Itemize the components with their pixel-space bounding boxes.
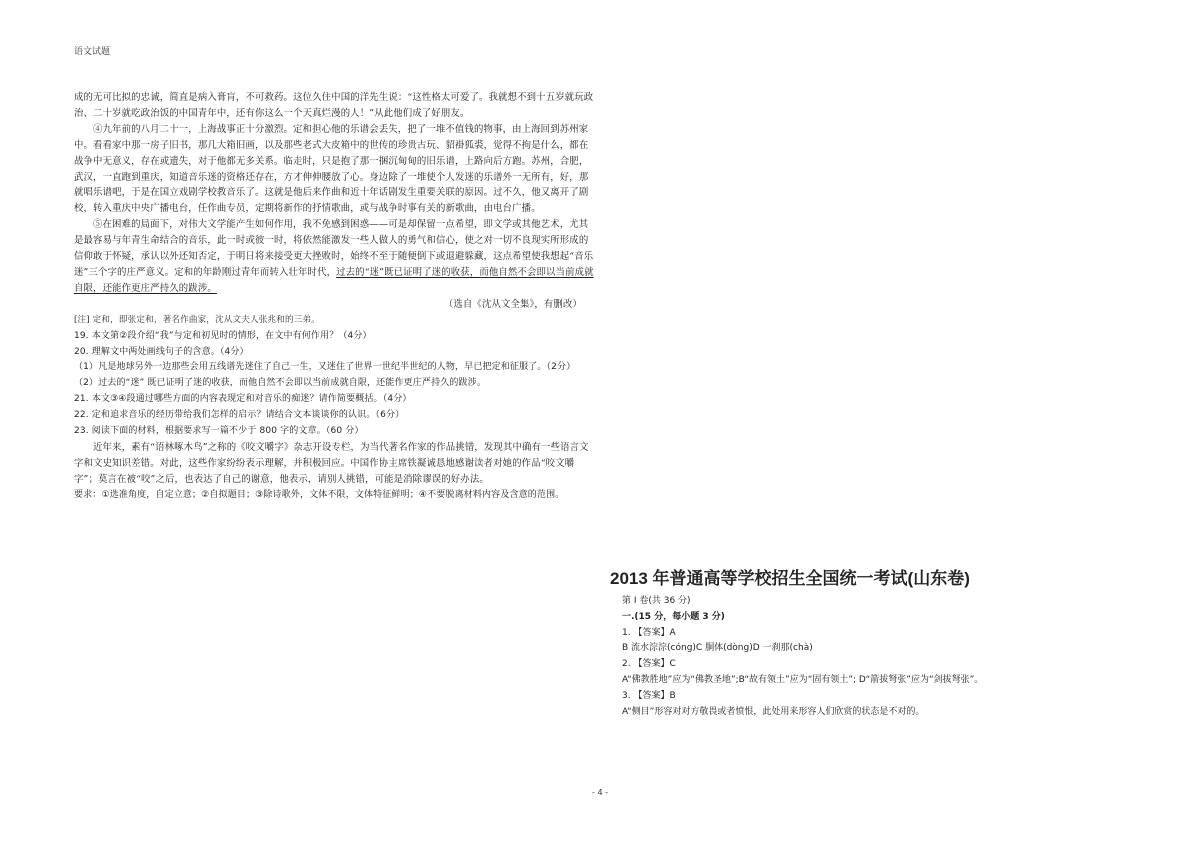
page-number: - 4 - <box>592 788 608 797</box>
passage-source: （选自《沈从文全集》，有删改） <box>443 298 582 310</box>
passage-paragraph-continued: 成的无可比拟的忠诚，简直是病入膏肓，不可救药。这位久住中国的洋先生说：“这性格太可爱了。我就想不到十五岁就玩政治、二十岁就吃政治饭的中国青年中，还有你这么一个天真烂漫的人！”从此他们成了好朋友。 <box>74 92 594 119</box>
question-23: 23. 阅读下面的材料，根据要求写一篇不少于 800 字的文章。（60 分） <box>74 426 364 437</box>
answer-3-detail: A“侧目”形容对对方敬畏或者愤恨，此处用来形容人们欣赏的状态是不对的。 <box>622 706 925 717</box>
underlined-sentence: 过去的“迷”既已证明了迷的收获，而他自然不会即以当前成就自限，还能作更庄严持久的跋涉。 <box>74 266 594 294</box>
part-heading: 一.(15 分，每小题 3 分) <box>622 611 725 622</box>
answer-1: 1. 【答案】A <box>622 627 676 638</box>
question-20: 20. 理解文中两处画线句子的含意。（4分） <box>74 346 249 357</box>
paragraph-5-text: ⑤在困难的局面下，对伟大文学能产生如何作用，我不免感到困惑——可是却保留一点希望，即文学或其他艺术，尤其是最容易与年青生命结合的音乐，此一时或彼一时，将依然能激发一些人做人的勇气和信心，使之对一切不良现实所形成的信仰敢于怀疑，承认以外还知否定，于明日将来接受更大挫败时，始终不至于随便倒下或退避躲藏，这点希望使我想起“音乐迷”三个字的庄严意义。定和的年龄刚过青年而转入壮年时代， <box>74 219 594 278</box>
question-22: 22. 定和追求音乐的经历带给我们怎样的启示？请结合文本谈谈你的认识。（6分） <box>74 410 405 421</box>
answer-3: 3. 【答案】B <box>622 690 676 701</box>
question-19: 19. 本文第②段介绍“我”与定和初见时的情形，在文中有何作用？（4分） <box>74 330 372 341</box>
question-20-part-2: （2）过去的“迷” 既已证明了迷的收获，而他自然不会即以当前成就自限，还能作更庄严持久的跋涉。 <box>74 378 486 389</box>
answer-2-detail: A“佛教胜地”应为“佛教圣地”;B“故有领土”应为“固有领土”; D“箭拔弩张”应为“剑拔弩张”。 <box>622 674 984 685</box>
answer-1-detail: B 流水淙淙(cóng)C 胴体(dòng)D 一刹那(chà) <box>622 643 813 654</box>
right-column <box>610 568 1130 720</box>
left-column <box>74 90 594 504</box>
essay-requirement: 要求：①选准角度，自定立意；②自拟题目；③除诗歌外，文体不限，文体特征鲜明；④不要脱离材料内容及含意的范围。 <box>74 489 565 500</box>
passage-paragraph-5 <box>74 217 594 297</box>
passage-note: [注] 定和，即张定和，著名作曲家，沈从文夫人张兆和的三弟。 <box>74 314 320 325</box>
question-20-part-1: （1）凡是地球另外一边那些会用五线谱先迷住了自己一生，又迷住了世界一世纪半世纪的人物，早已把定和征服了。（2分） <box>74 362 576 373</box>
essay-material: 近年来，素有“语林啄木鸟”之称的《咬文嚼字》杂志开设专栏，为当代著名作家的作品挑错，发现其中确有一些语言文字和文史知识差错。对此，这些作家纷纷表示理解，并积极回应。中国作协主席铁凝诚恳地感谢读者对她的作品“咬文嚼字”；莫言在被“咬”之后，也表达了自己的谢意，他表示，请别人挑错，可能是消除谬误的好办法。 <box>74 441 589 485</box>
answer-2: 2. 【答案】C <box>622 659 676 670</box>
exam-title: 2013 年普通高等学校招生全国统一考试(山东卷) <box>610 569 970 588</box>
question-21: 21. 本文③④段通过哪些方面的内容表现定和对音乐的痴迷？请作简要概括。（4分） <box>74 394 412 405</box>
passage-paragraph-4: ④九年前的八月二十一，上海战事正十分激烈。定和担心他的乐谱会丢失，把了一堆不值钱的物事，由上海回到苏州家中。看看家中那一房子旧书，那几大箱旧画，以及那些老式大皮箱中的世传的珍贵古玩、貂褂狐裘，觉得不拘是什么，都在战争中无意义，存在或遗失，对于他都无多关系。临走时，只是抱了那一捆沉甸甸的旧乐谱，上路向后方跑。苏州，合肥，武汉，一直跑到重庆，知道音乐迷的资格还存在，方才伸伸腰放了心。身边除了一堆使个人发迷的乐谱外一无所有，好，那就唱乐谱吧，于是在国立戏剧学校教音乐了。这就是他后来作曲和近十年话剧发生重要关联的原因。过不久，他又离开了剧校，转入重庆中央广播电台，任作曲专员，定期将新作的抒情歌曲，或与战争时事有关的新歌曲，由电台广播。 <box>74 123 589 215</box>
section-heading: 第 I 卷(共 36 分) <box>622 596 691 606</box>
page-header: 语文试题 <box>74 47 111 57</box>
